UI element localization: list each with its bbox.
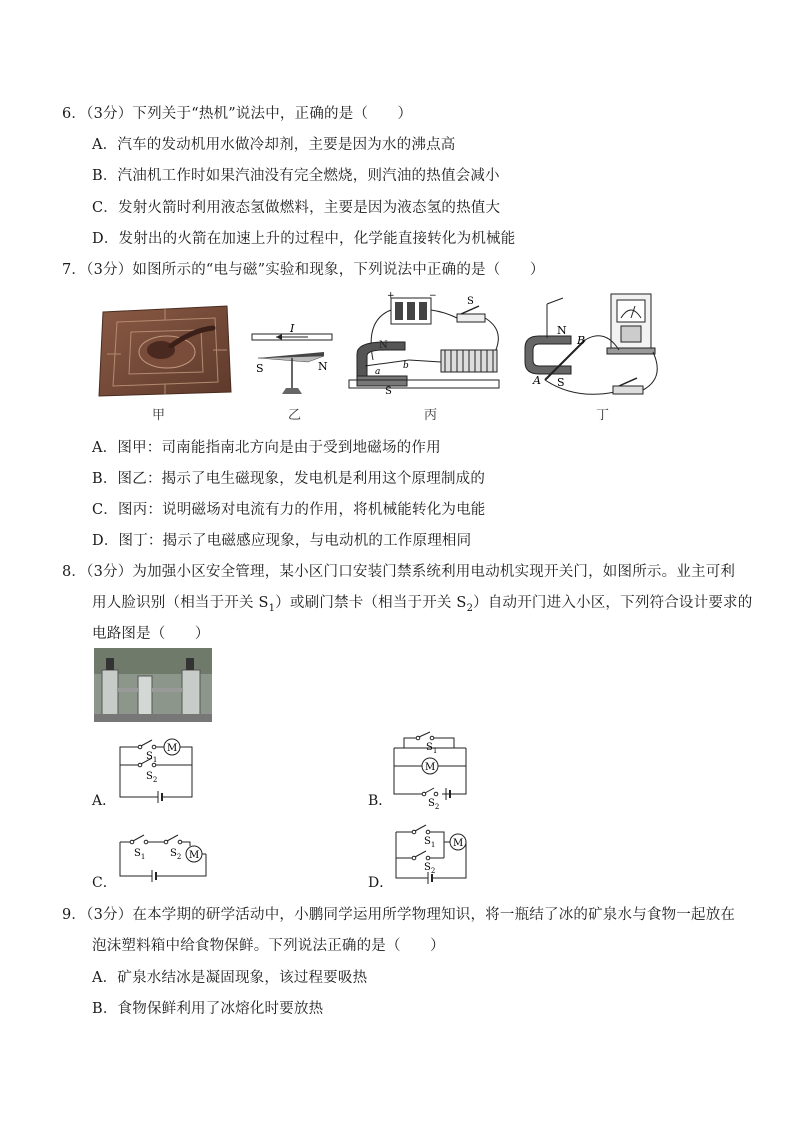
svg-text:S2: $S_2$ [424, 862, 436, 875]
svg-text:S1: $S_1$ [426, 742, 438, 755]
q9-stem-line1: 9．（3分）在本学期的研学活动中，小鹏同学运用所学物理知识，将一瓶结了冰的矿泉水与食物一起放在 [62, 907, 736, 923]
circuit-c-label: C． [92, 875, 117, 891]
figure-caption-jia: 甲 [152, 408, 166, 423]
figure-oersted [248, 322, 338, 402]
svg-text:M: M [167, 743, 178, 754]
q6-stem: 6．（3分）下列关于“热机”说法中，正确的是（ ） [62, 106, 413, 122]
circuit-d-label: D． [368, 875, 394, 891]
figure-motor-experiment [345, 290, 510, 402]
svg-text:S: S [557, 376, 565, 389]
svg-text:S: S [385, 386, 392, 397]
q9-option-a: A．矿泉水结冰是凝固现象，该过程要吸热 [92, 970, 368, 986]
figure-sinan [95, 300, 235, 400]
q6-option-b: B．汽油机工作时如果汽油没有完全燃烧，则汽油的热值会减小 [92, 168, 500, 184]
svg-text:+: + [387, 291, 395, 301]
circuit-b [388, 732, 478, 811]
svg-text:S: S [256, 362, 264, 375]
svg-text:N: N [318, 360, 328, 373]
svg-text:S1: $S_1$ [424, 836, 436, 849]
q9-stem-line2: 泡沫塑料箱中给食物保鲜。下列说法正确的是（ ） [92, 938, 445, 954]
q8-stem-line3: 电路图是（ ） [92, 626, 210, 642]
circuit-a-label: A． [92, 793, 117, 809]
figure-caption-bing: 丙 [424, 408, 438, 423]
q8-stem-line1: 8．（3分）为加强小区安全管理，某小区门口安装门禁系统利用电动机实现开关门，如图所示。业主可利 [62, 564, 736, 580]
svg-text:S1: $S_1$ [146, 751, 158, 764]
svg-text:S2: $S_2$ [146, 771, 158, 784]
svg-text:B: B [577, 334, 586, 347]
q6-option-a: A．汽车的发动机用水做冷却剂，主要是因为水的沸点高 [92, 137, 456, 153]
q7-option-c: C．图丙：说明磁场对电流有力的作用，将机械能转化为电能 [92, 502, 486, 518]
q7-option-d: D．图丁：揭示了电磁感应现象，与电动机的工作原理相同 [92, 533, 472, 549]
svg-text:N: N [379, 340, 388, 351]
svg-text:a: a [375, 367, 381, 377]
svg-text:b: b [403, 361, 409, 371]
svg-text:A: A [533, 374, 541, 387]
circuit-d [390, 822, 480, 888]
figure-induction-experiment [515, 288, 673, 402]
svg-text:M: M [453, 838, 464, 849]
q8-stem-line2: 用人脸识别（相当于开关 $S_1$）或刷门禁卡（相当于开关 $S_2$）自动开门进入小区，下列符合设计要求的 [92, 595, 753, 614]
figure-caption-ding: 丁 [596, 408, 610, 423]
svg-text:S2: $S_2$ [428, 798, 440, 811]
q6-option-c: C．发射火箭时利用液态氢做燃料，主要是因为液态氢的热值大 [92, 200, 501, 216]
svg-text:−: − [429, 291, 437, 301]
svg-text:M: M [425, 762, 436, 773]
circuit-b-label: B． [368, 793, 393, 809]
q7-option-a: A．图甲：司南能指南北方向是由于受到地磁场的作用 [92, 440, 441, 456]
svg-text:M: M [189, 850, 200, 861]
svg-text:S: S [467, 296, 474, 307]
svg-text:S1: $S_1$ [134, 848, 146, 861]
gate-photo [94, 648, 212, 722]
svg-text:N: N [557, 324, 567, 337]
svg-text:S2: $S_2$ [170, 848, 182, 861]
q9-option-b: B．食物保鲜利用了冰熔化时要放热 [92, 1001, 324, 1017]
q6-option-d: D．发射出的火箭在加速上升的过程中，化学能直接转化为机械能 [92, 231, 516, 247]
circuit-c [114, 832, 210, 888]
circuit-a [112, 735, 202, 805]
q7-stem: 7．（3分）如图所示的“电与磁”实验和现象，下列说法中正确的是（ ） [62, 262, 545, 278]
figure-caption-yi: 乙 [288, 408, 302, 423]
q7-option-b: B．图乙：揭示了电生磁现象，发电机是利用这个原理制成的 [92, 471, 486, 487]
svg-text:I: I [290, 322, 295, 335]
